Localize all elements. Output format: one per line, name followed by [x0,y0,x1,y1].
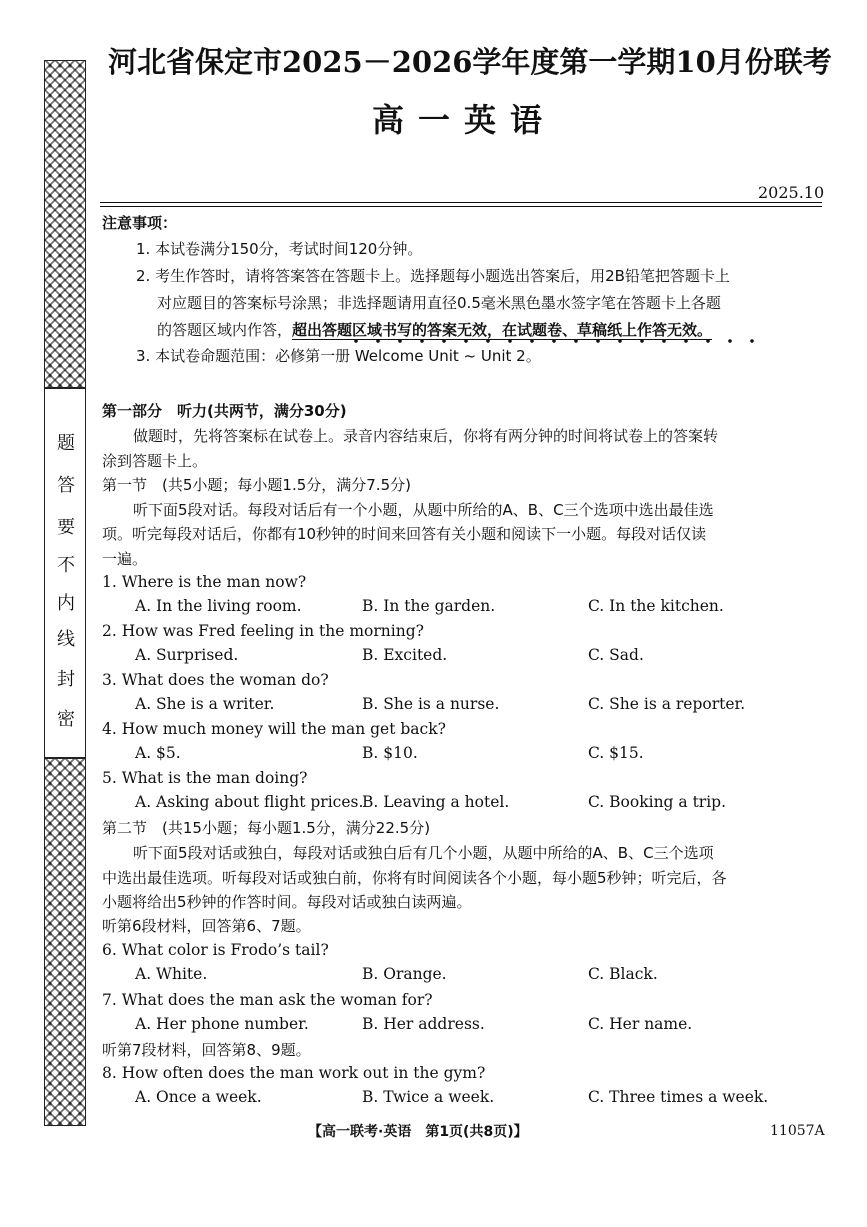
q1-option-c: C. In the kitchen. [588,597,724,615]
q7-option-c: C. Her name. [588,1015,693,1033]
binding-char: 内 [57,593,75,614]
q8-option-c: C. Three times a week. [588,1088,769,1106]
q6-option-c: C. Black. [588,965,658,983]
header-rule-1 [100,202,822,203]
binding-strip-pattern-bottom [44,758,86,1126]
q3-option-a: A. She is a writer. [135,695,275,713]
binding-char: 封 [57,669,75,690]
section2-intro-1: 听下面5段对话或独白，每段对话或独白后有几个小题，从题中所给的A、B、C三个选项 [133,844,714,862]
exam-date: 2025.10 [758,183,825,202]
page-footer-label: 【高一联考·英语 第1页(共8页)】 [308,1124,528,1140]
binding-char: 答 [57,475,75,496]
section2-intro-2: 中选出最佳选项。听每段对话或独白前，你将有时间阅读各个小题，每小题5秒钟；听完后，各 [102,869,727,887]
section1-intro-2: 项。听完每段对话后，你都有10秒钟的时间来回答有关小题和阅读下一小题。每段对话仅读 [102,525,707,543]
question-5: 5. What is the man doing? [102,769,308,787]
q2-option-b: B. Excited. [362,646,448,664]
q4-option-a: A. $5. [135,744,181,762]
notice-heading: 注意事项： [102,214,178,232]
header-rule-2 [100,206,822,207]
material-6-label: 听第6段材料，回答第6、7题。 [102,917,311,935]
binding-strip-text-area [44,388,86,758]
question-3: 3. What does the woman do? [102,671,329,689]
part1-intro-1: 做题时，先将答案标在试卷上。录音内容结束后，你将有两分钟的时间将试卷上的答案转 [133,427,719,445]
section1-intro-1: 听下面5段对话。每段对话后有一个小题，从题中所给的A、B、C三个选项中选出最佳选 [133,501,714,519]
notice-item-3: 3. 本试卷命题范围：必修第一册 Welcome Unit ~ Unit 2。 [136,347,541,365]
binding-strip-pattern-top [44,60,86,388]
notice-item-2: 2. 考生作答时，请将答案答在答题卡上。选择题每小题选出答案后，用2B铅笔把答题卡上 [136,267,730,285]
material-7-label: 听第7段材料，回答第8、9题。 [102,1041,311,1059]
q1-option-a: A. In the living room. [135,597,302,615]
question-6: 6. What color is Frodo’s tail? [102,941,329,959]
q6-option-b: B. Orange. [362,965,447,983]
binding-char: 题 [57,433,75,454]
q8-option-b: B. Twice a week. [362,1088,495,1106]
q5-option-c: C. Booking a trip. [588,793,727,811]
notice-item-2-text: 的答题区域内作答， [157,321,293,339]
binding-char: 线 [57,629,75,650]
question-2: 2. How was Fred feeling in the morning? [102,622,424,640]
q3-option-b: B. She is a nurse. [362,695,500,713]
section1-heading: 第一节 (共5小题；每小题1.5分，满分7.5分) [102,476,411,494]
exam-subtitle: 高一英语 [372,101,557,139]
q4-option-b: B. $10. [362,744,418,762]
section2-intro-3: 小题将给出5秒钟的作答时间。每段对话或独白读两遍。 [102,893,472,911]
part1-intro-2: 涂到答题卡上。 [102,452,208,470]
q8-option-a: A. Once a week. [135,1088,262,1106]
binding-char: 不 [57,555,75,576]
section1-intro-3: 一遍。 [102,550,148,568]
notice-emphasis: 超出答题区域书写的答案无效，在试题卷、草稿纸上作答无效。 [292,321,713,339]
q6-option-a: A. White. [135,965,208,983]
part1-heading: 第一部分 听力(共两节，满分30分) [102,402,347,420]
q7-option-a: A. Her phone number. [135,1015,309,1033]
q1-option-b: B. In the garden. [362,597,496,615]
q2-option-c: C. Sad. [588,646,644,664]
notice-item-2-cont2 [157,319,712,340]
binding-char: 要 [57,517,75,538]
q3-option-c: C. She is a reporter. [588,695,746,713]
q2-option-a: A. Surprised. [135,646,239,664]
paper-code: 11057A [770,1123,825,1139]
section2-heading: 第二节 (共15小题；每小题1.5分，满分22.5分) [102,819,431,837]
exam-title: 河北省保定市2025－2026学年度第一学期10月份联考 [108,45,832,79]
q5-option-b: B. Leaving a hotel. [362,793,510,811]
question-7: 7. What does the man ask the woman for? [102,991,433,1009]
question-1: 1. Where is the man now? [102,573,307,591]
question-4: 4. How much money will the man get back? [102,720,446,738]
notice-item-1: 1. 本试卷满分150分，考试时间120分钟。 [136,240,423,258]
binding-char: 密 [57,709,75,730]
notice-item-2-cont: 对应题目的答案标号涂黑；非选择题请用直径0.5毫米黑色墨水签字笔在答题卡上各题 [157,294,721,312]
emphasis-dots [345,339,765,343]
question-8: 8. How often does the man work out in the gym? [102,1064,486,1082]
q4-option-c: C. $15. [588,744,644,762]
q7-option-b: B. Her address. [362,1015,485,1033]
q5-option-a: A. Asking about flight prices. [135,793,364,811]
